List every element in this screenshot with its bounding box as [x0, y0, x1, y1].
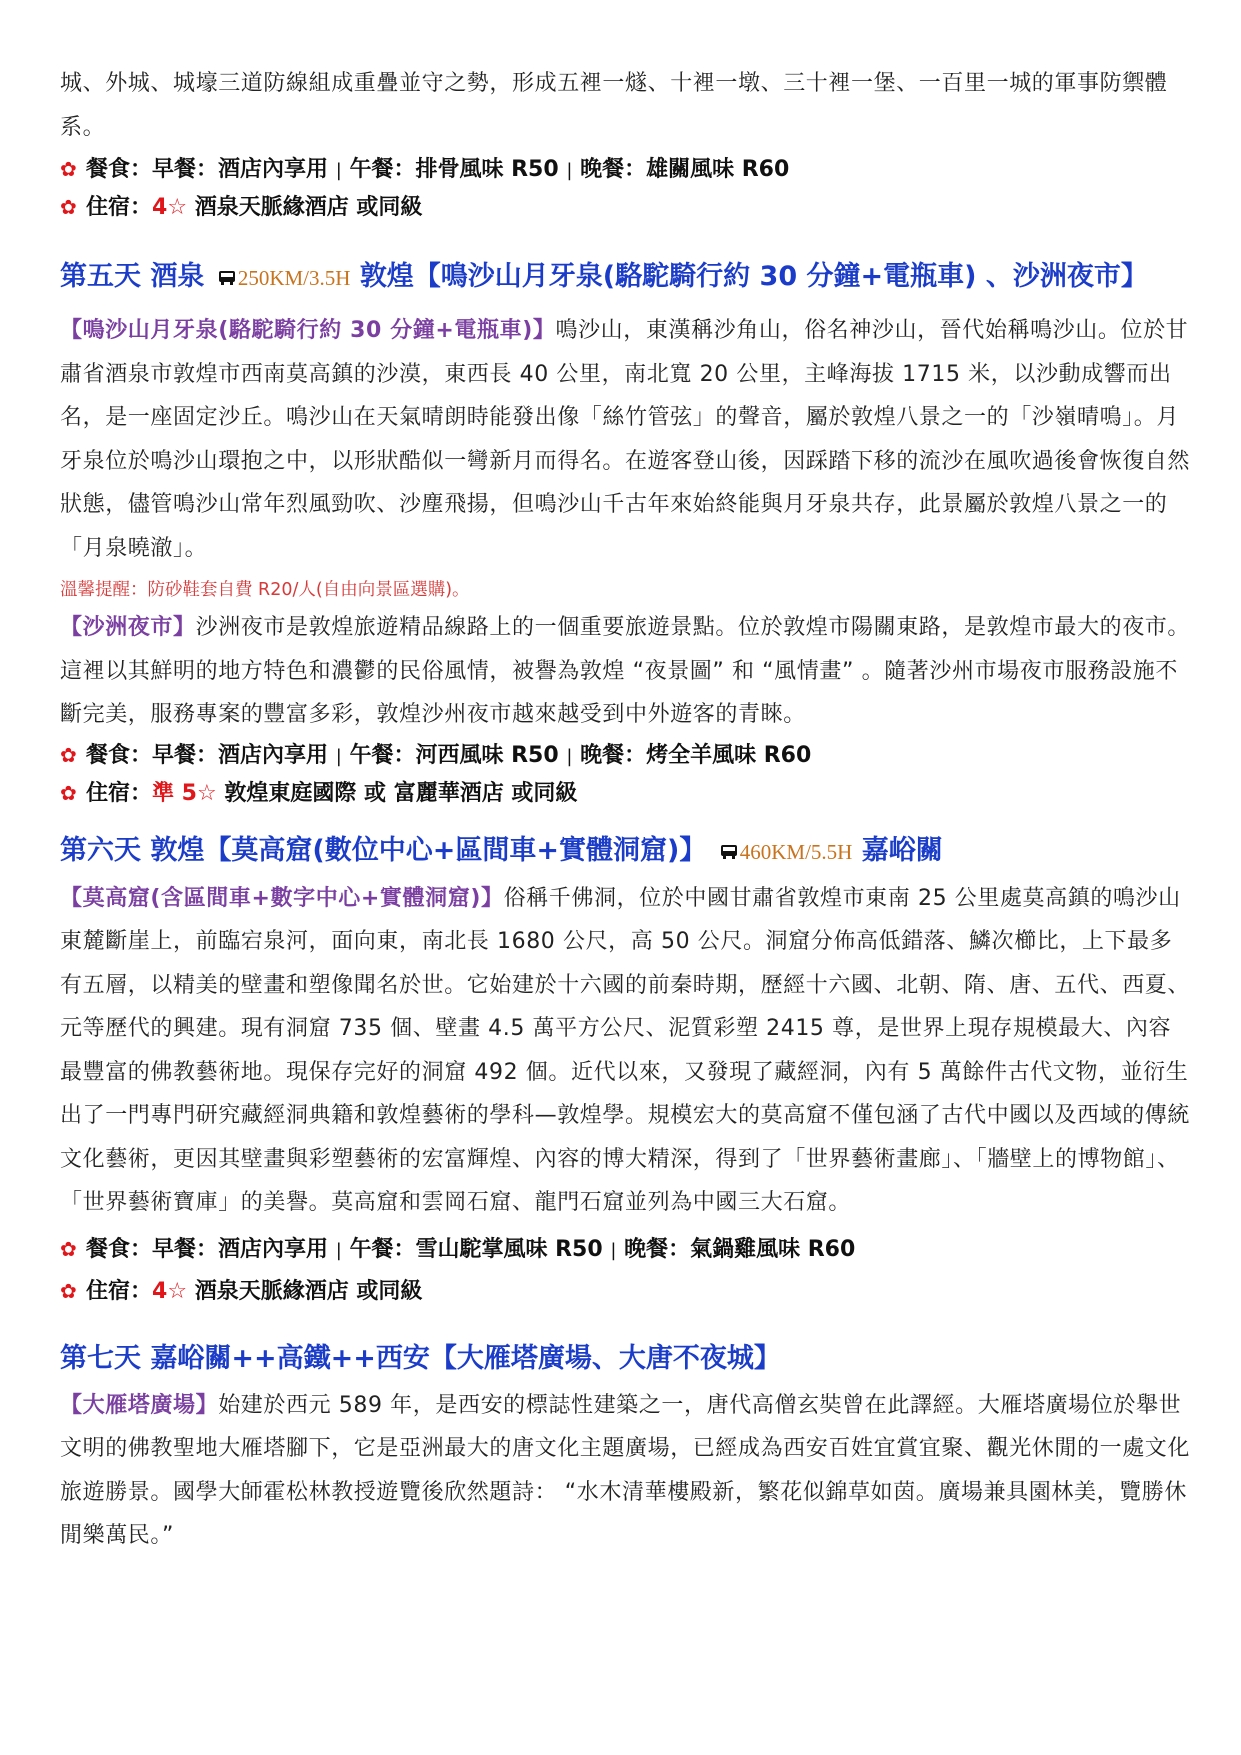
- meal-breakfast: 餐食：早餐：酒店內享用: [86, 1236, 329, 1262]
- flower-icon: ✿: [60, 1236, 77, 1261]
- stay-label: 住宿：: [86, 1278, 153, 1304]
- meal-lunch: 午餐：河西風味 R50: [349, 742, 559, 768]
- attraction-tag: 【大雁塔廣場】: [60, 1392, 219, 1418]
- attraction-description: 沙洲夜市是敦煌旅遊精品線路上的一個重要旅遊景點。位於敦煌市陽關東路，是敦煌市最大的夜市。 這裡以其鮮明的地方特色和濃鬱的民俗風情，被譽為敦煌 “夜景圖” 和 “風情畫” 。隨著沙州市場夜市服務設施不斷完美，服務專案的豐富多彩，敦煌沙州夜市越來越受到中外遊客的青睞。: [60, 615, 1191, 727]
- separator: |: [335, 745, 342, 767]
- bus-icon: [218, 270, 236, 286]
- hotel-name: 酒泉天脈緣酒店 或同級: [194, 195, 423, 220]
- day4-stay: [60, 189, 1190, 226]
- hotel-name: 敦煌東庭國際 或 富麗華酒店 或同級: [224, 780, 578, 806]
- day6-paragraph-mogao: [60, 877, 1190, 1225]
- attraction-description: 俗稱千佛洞，位於中國甘肅省敦煌市東南 25 公里處莫高鎮的鳴沙山東麓斷崖上，前臨宕泉河，面向東，南北長 1680 公尺，高 50 公尺。洞窟分佈高低錯落、鱗次櫛比，上下最多有五層，以精美的壁畫和塑像聞名於世。它始建於十六國的前秦時期，歷經十六國、北朝、隋、唐、五代、西夏、元等歷代的興建。現有洞窟 735 個、壁畫 4.5 萬平方公尺、泥質彩塑 2415 尊，是世界上現存規模最大、內容最豐富的佛教藝術地。現保存完好的洞窟 492 個。近代以來，又發現了藏經洞，內有 5 萬餘件古代文物，並衍生出了一門專門研究藏經洞典籍和敦煌藝術的學科—敦煌學。規模宏大的莫高窟不僅包涵了古代中國以及西域的傳統文化藝術，更因其壁畫與彩塑藝術的宏富輝煌、內容的博大精深，得到了「世界藝術畫廊」、「牆壁上的博物館」、「世界藝術寶庫」的美譽。莫高窟和雲岡石窟、龍門石窟並列為中國三大石窟。: [60, 885, 1191, 1215]
- day5-paragraph-mingsha: [60, 309, 1190, 570]
- stay-label: 住宿：: [86, 780, 153, 806]
- attraction-tag: 【莫高窟(含區間車+數字中心+實體洞窟)】: [60, 885, 504, 911]
- day5-title-end: 敦煌【鳴沙山月牙泉(駱駝騎行約 30 分鐘+電瓶車) 、沙洲夜市】: [359, 261, 1148, 292]
- meal-breakfast: 餐食：早餐：酒店內享用: [86, 157, 329, 182]
- attraction-tag: 【鳴沙山月牙泉(駱駝騎行約 30 分鐘+電瓶車)】: [60, 318, 556, 343]
- itinerary-page: [60, 62, 1190, 1558]
- attraction-tag: 【沙洲夜市】: [60, 615, 196, 640]
- day5-title-start: 第五天 酒泉: [60, 261, 205, 292]
- hotel-star-rating: 準 5☆: [152, 780, 217, 806]
- meal-dinner: 晚餐：烤全羊風味 R60: [580, 742, 812, 768]
- day4-meals: [60, 151, 1190, 189]
- flower-icon: ✿: [60, 157, 77, 181]
- separator: |: [610, 1239, 617, 1261]
- flower-icon: ✿: [60, 742, 77, 767]
- day6-meals: [60, 1229, 1190, 1271]
- attraction-description: 始建於西元 589 年，是西安的標誌性建築之一，唐代高僧玄奘曾在此譯經。大雁塔廣場位於舉世文明的佛教聖地大雁塔腳下，它是亞洲最大的唐文化主題廣場，已經成為西安百姓宜賞宜聚、觀光休閒的一處文化旅遊勝景。國學大師霍松林教授遊覽後欣然題詩： “水木清華樓殿新，繁花似錦草如茵。廣場兼具園林美，覽勝休閒樂萬民。”: [60, 1392, 1191, 1548]
- separator: |: [566, 745, 573, 767]
- day5-meals: [60, 737, 1190, 775]
- flower-icon: ✿: [60, 780, 77, 805]
- separator: |: [566, 160, 573, 181]
- travel-distance: 250KM/3.5H: [237, 266, 351, 290]
- stay-label: 住宿：: [86, 195, 153, 220]
- meal-breakfast: 餐食：早餐：酒店內享用: [86, 742, 329, 768]
- separator: |: [335, 160, 342, 181]
- day5-stay: [60, 775, 1190, 812]
- day6-title-end: 嘉峪關: [861, 834, 943, 866]
- meal-dinner: 晚餐：氣鍋雞風味 R60: [624, 1236, 856, 1262]
- day6-stay: [60, 1271, 1190, 1312]
- hotel-name: 酒泉天脈緣酒店 或同級: [194, 1278, 423, 1304]
- flower-icon: ✿: [60, 195, 77, 219]
- day6-heading: [60, 826, 1190, 877]
- meal-dinner: 晚餐：雄關風味 R60: [580, 157, 790, 182]
- flower-icon: ✿: [60, 1278, 77, 1303]
- day5-heading: [60, 252, 1190, 303]
- intro-paragraph: 城、外城、城壕三道防線組成重疊並守之勢，形成五裡一燧、十裡一墩、三十裡一堡、一百里一城的軍事防禦體系。: [60, 71, 1168, 140]
- separator: |: [335, 1239, 342, 1261]
- warm-reminder: 溫馨提醒：防砂鞋套自費 R20/人(自由向景區選購)。: [60, 580, 470, 600]
- attraction-description: 鳴沙山，東漢稱沙角山，俗名神沙山，晉代始稱鳴沙山。位於甘肅省酒泉市敦煌市西南莫高鎮的沙漠，東西長 40 公里，南北寬 20 公里，主峰海拔 1715 米，以沙動成響而出名，是一座固定沙丘。鳴沙山在天氣晴朗時能發出像「絲竹管弦」的聲音，屬於敦煌八景之一的「沙嶺晴鳴」。月牙泉位於鳴沙山環抱之中，以形狀酷似一彎新月而得名。在遊客登山後，因踩踏下移的流沙在風吹過後會恢復自然狀態，儘管鳴沙山常年烈風勁吹、沙塵飛揚，但鳴沙山千古年來始終能與月牙泉共存，此景屬於敦煌八景之一的「月泉曉澈」。: [60, 318, 1191, 561]
- travel-distance: 460KM/5.5H: [739, 839, 853, 864]
- hotel-star-rating: 4☆: [152, 1278, 188, 1304]
- hotel-star-rating: 4☆: [152, 195, 188, 220]
- day5-paragraph-night-market: [60, 606, 1190, 737]
- meal-lunch: 午餐：排骨風味 R50: [349, 157, 559, 182]
- day7-paragraph-dayan: [60, 1384, 1190, 1558]
- day6-title-start: 第六天 敦煌【莫高窟(數位中心+區間車+實體洞窟)】: [60, 834, 707, 866]
- meal-lunch: 午餐：雪山駝掌風味 R50: [349, 1236, 603, 1262]
- day7-heading: 第七天 嘉峪關++高鐵++西安【大雁塔廣場、大唐不夜城】: [60, 1342, 781, 1374]
- bus-icon: [720, 844, 738, 860]
